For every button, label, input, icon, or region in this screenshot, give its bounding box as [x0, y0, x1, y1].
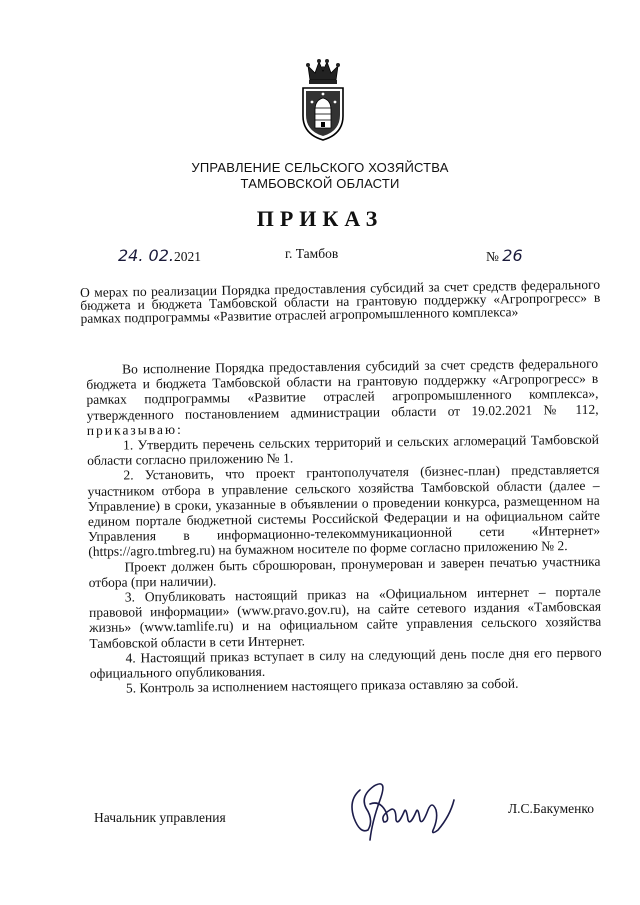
- date-handwritten: 24. 02.: [118, 246, 174, 265]
- document-date: [118, 246, 201, 265]
- item-3: 3. Опубликовать настоящий приказ на «Официальном интернет – портале правовой информации» (www.pravo.gov.ru), на сайте сетевого издания «Тамбовская жизнь» (www.tamlife.ru) и на официальном сайте управления сельского хозяйства Тамбовской области в сети Интернет.: [88, 583, 602, 651]
- department-line-2: ТАМБОВСКОЙ ОБЛАСТИ: [240, 176, 400, 191]
- number-handwritten: 26: [502, 246, 523, 265]
- department-line-1: УПРАВЛЕНИЕ СЕЛЬСКОГО ХОЗЯЙСТВА: [191, 160, 449, 175]
- document-subject: О мерах по реализации Порядка предоставления субсидий за счет средств федерального бюджета и бюджета Тамбовской области на грантовую поддержку «Агропрогресс» в рамках подпрограммы «Развитие отраслей агропромышленного комплекса»: [79, 276, 601, 326]
- item-2-note: Проект должен быть сброшюрован, пронумерован и заверен печатью участника отбора (при наличии).: [88, 553, 601, 590]
- item-1: 1. Утвердить перечень сельских территорий и сельских агломераций Тамбовской области согласно приложению № 1.: [87, 431, 600, 469]
- item-2: 2. Установить, что проект грантополучателя (бизнес-план) представляется участником отбора в управление сельского хозяйства Тамбовской области (далее – Управление) в сроки, указанные в объявлении о проведении конкурса, размещенном на едином портале бюджетной системы Российской Федерации и на официальном сайте Управления в информационно-телекоммуникационной сети «Интернет» (https://agro.tmbreg.ru) на бумажном носителе по форме согласно приложению № 2.: [87, 462, 601, 560]
- item-4: 4. Настоящий приказ вступает в силу на следующий день после дня его первого официального опубликования.: [89, 644, 602, 682]
- document-body: [86, 356, 602, 697]
- order-word: приказываю:: [86, 421, 183, 438]
- item-5: 5. Контроль за исполнением настоящего приказа оставляю за собой.: [125, 676, 519, 696]
- preamble-text: Во исполнение Порядка предоставления субсидий за счет средств федерального бюджета и бюджета Тамбовской области на грантовую поддержку «Агропрогресс» в рамках подпрограммы «Развитие отраслей агропромышленного комплекса», утвержденного постановлением администрации области от 19.02.2021 № 112,: [86, 355, 599, 423]
- preamble-paragraph: [86, 356, 599, 438]
- signatory-position: Начальник управления: [94, 810, 226, 825]
- number-prefix: №: [486, 249, 499, 264]
- document-number: [486, 246, 523, 265]
- tambov-coat-of-arms-icon: [298, 58, 348, 142]
- document-title: ПРИКАЗ: [256, 206, 384, 231]
- department-heading: [150, 160, 490, 192]
- handwritten-signature: [340, 770, 460, 845]
- document-city: г. Тамбов: [285, 246, 339, 261]
- signatory-name: Л.С.Бакуменко: [508, 801, 594, 816]
- date-year: 2021: [173, 249, 201, 264]
